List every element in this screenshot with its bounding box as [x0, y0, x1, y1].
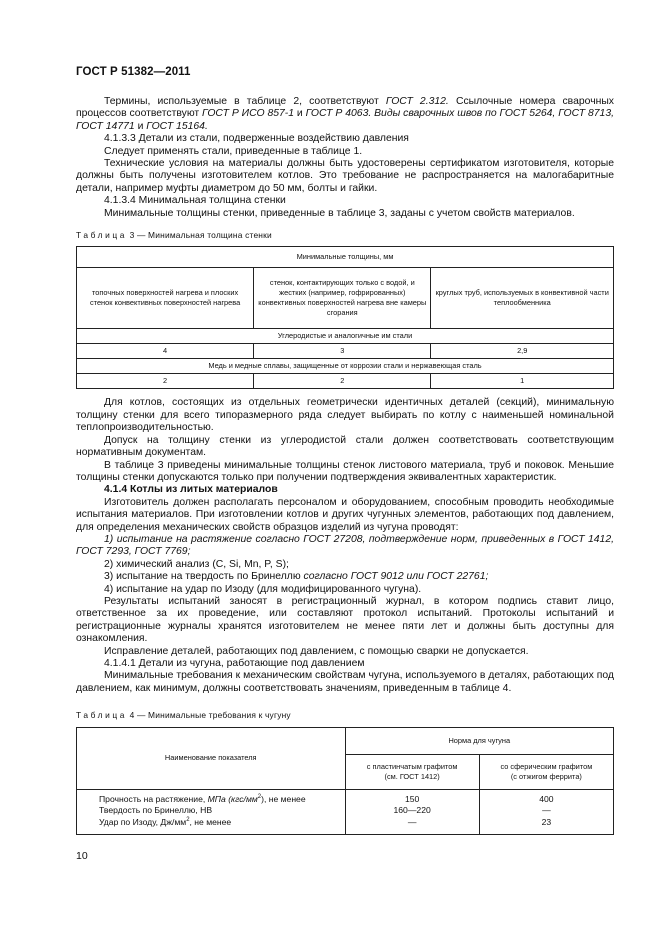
table3-group2: Медь и медные сплавы, защищенные от коррозии стали и нержавеющая сталь: [77, 359, 614, 374]
document-body: [76, 96, 614, 835]
section-4-1-3-3-title: 4.1.3.3 Детали из стали, подверженные воздействию давления: [104, 133, 409, 145]
table4-sub1: с пластинчатым графитом (см. ГОСТ 1412): [345, 754, 479, 789]
list-item-2: 2) химический анализ (C, Si, Mn, P, S);: [104, 558, 289, 570]
table4-values-flake: 150 160—220 —: [345, 789, 479, 835]
table3-caption: Таблица 3 — Минимальная толщина стенки: [76, 230, 272, 241]
table-row: Прочность на растяжение, МПа $(кгс/мм^2)$, не менее: [99, 793, 306, 804]
table-cell: 4: [77, 344, 254, 359]
table-3-wall-thickness: [76, 246, 614, 389]
table4-sub2: со сферическим графитом (с отжигом феррита): [479, 754, 613, 789]
table4-values-spheroidal: 400 — 23: [479, 789, 613, 835]
document-header: ГОСТ Р 51382—2011: [76, 66, 191, 78]
paragraph-results: Результаты испытаний заносят в регистрационный журнал, в котором подпись ставит лицо, ответственное за их проведение, или составляют протокол испытаний. Протоколы испытаний и регистрационные журналы хранятся изготовителем не менее пяти лет и должны быть доступны для ознакомления.: [76, 595, 614, 645]
table-cell: 2,9: [431, 344, 614, 359]
section-4-1-4-title: 4.1.4 Котлы из литых материалов: [104, 484, 278, 496]
table4-col-name: Наименование показателя: [77, 727, 346, 789]
table4-caption: Таблица 4 — Минимальные требования к чугуну: [76, 710, 291, 721]
paragraph-table3-note: В таблице 3 приведены минимальные толщины стенок листового материала, труб и поковок. Меньшие толщины стенки допускаются только при получении подтверждения эквивалентных характеристик.: [76, 459, 614, 483]
table3-col1: топочных поверхностей нагрева и плоских стенок конвективных поверхностей нагрева: [77, 268, 254, 329]
paragraph-terms: Термины, используемые в таблице 2, соответствуют ГОСТ 2.312. Ссылочные номера сварочных процессов соответствуют ГОСТ Р ИСО 857-1 и ГОСТ Р 4063. Виды сварочных швов по ГОСТ 5264, ГОСТ 8713, ГОСТ 14771 и ГОСТ 15164.: [76, 96, 615, 132]
paragraph-manufacturer: Изготовитель должен располагать персоналом и оборудованием, способным проводить необходимые испытания материалов. При изготовлении котлов и других чугунных элементов, работающих под давлением, для определения механических свойств образцов изделий из чугуна проводят:: [76, 496, 614, 533]
table-cell: 2: [254, 374, 431, 389]
table3-col2: стенок, контактирующих только с водой, и жестких (например, гофрированных) конвективных поверхностей нагрева вне камеры сгорания: [254, 268, 431, 329]
list-item-3: 3) испытание на твердость по Бринеллю согласно ГОСТ 9012 или ГОСТ 22761;: [104, 571, 489, 583]
paragraph-repair: Исправление деталей, работающих под давлением, с помощью сварки не допускается.: [104, 645, 529, 657]
page-number: 10: [76, 850, 88, 862]
table3-col3: круглых труб, используемых в конвективной части теплообменника: [431, 268, 614, 329]
paragraph-carbon-tolerance: Допуск на толщину стенки из углеродистой стали должен соответствовать соответствующим нормативным документам.: [76, 434, 614, 459]
section-4-1-4-1-title: 4.1.4.1 Детали из чугуна, работающие под давлением: [104, 658, 365, 669]
table-cell: 1: [431, 374, 614, 389]
table-cell: 2: [77, 374, 254, 389]
table3-group1: Углеродистые и аналогичные им стали: [77, 329, 614, 344]
paragraph-tech-conditions: Технические условия на материалы должны быть удостоверены сертификатом изготовителя, которые должны быть получены изготовителем котлов. Это требование не распространяется на малогабаритные детали, например муфты диаметром до 50 мм, болты и гайки.: [76, 158, 614, 194]
list-item-4: 4) испытание на удар по Изоду (для модифицированного чугуна).: [104, 583, 422, 595]
table-row: Удар по Изоду, $Дж/мм^2$, не менее: [99, 816, 232, 827]
table4-col-norm: Норма для чугуна: [345, 727, 614, 754]
section-4-1-3-4-title: 4.1.3.4 Минимальная толщина стенки: [104, 195, 286, 207]
paragraph-mechanical: Минимальные требования к механическим свойствам чугуна, используемого в деталях, работающих под давлением, как минимум, должны соответствовать значениям, приведенным в таблице 4.: [76, 670, 614, 694]
paragraph-sections: Для котлов, состоящих из отдельных геометрически идентичных деталей (секций), минимальную толщину стенки для всего типоразмерного ряда следует выбирать по котлу с наименьшей номинальной теплопроизводительностью.: [76, 397, 614, 434]
table-cell: 3: [254, 344, 431, 359]
table-row: Твердость по Бринеллю, НВ: [99, 805, 213, 816]
table3-header: Минимальные толщины, мм: [77, 247, 614, 268]
section-4-1-3-4-text: Минимальные толщины стенки, приведенные в таблице 3, заданы с учетом свойств материалов.: [104, 207, 575, 219]
table4-indicators: [77, 789, 346, 835]
section-4-1-3-3-text: Следует применять стали, приведенные в таблице 1.: [104, 145, 363, 157]
table-4-cast-iron: [76, 727, 614, 836]
list-item-1: 1) испытание на растяжение согласно ГОСТ 27208, подтверждение норм, приведенных в ГОСТ 1412, ГОСТ 7293, ГОСТ 7769;: [76, 533, 614, 558]
